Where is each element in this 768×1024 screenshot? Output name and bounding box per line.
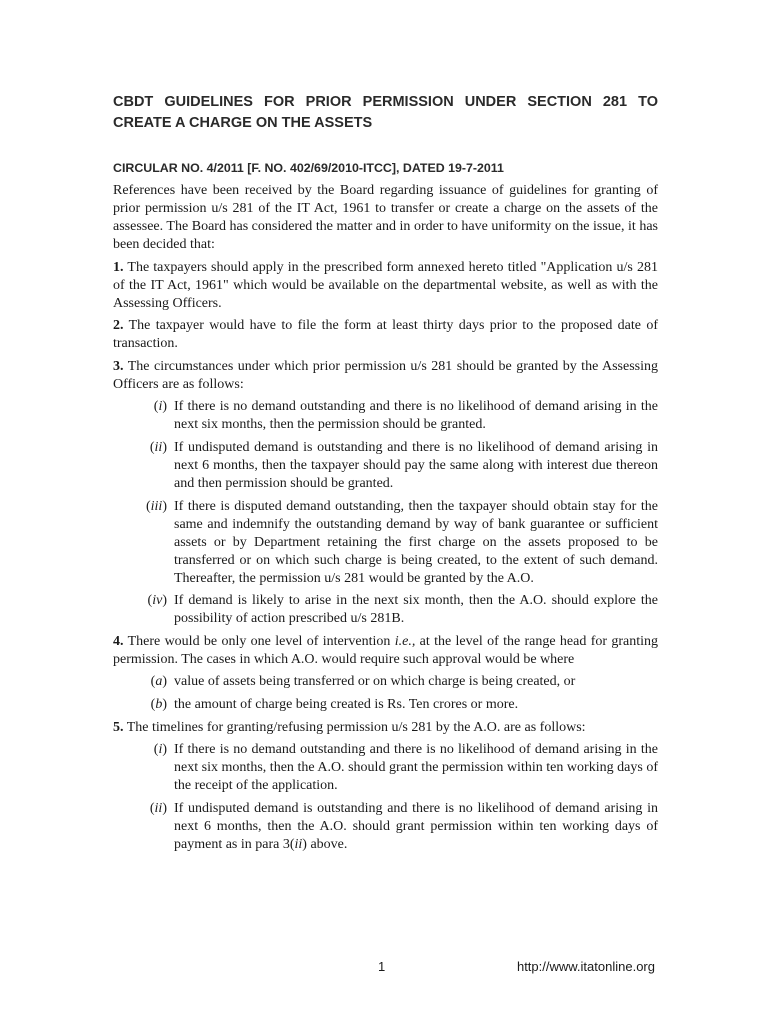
page-number: 1 [378, 959, 386, 974]
list-item [113, 439, 658, 493]
list-item-text: If there is no demand outstanding and there is no likelihood of demand arising in the next six months, then the A.O. should grant the permission within ten working days of the receipt of the application. [174, 742, 658, 794]
list-item [113, 673, 658, 691]
list-item [113, 592, 658, 628]
paragraph-text: The taxpayers should apply in the prescribed form annexed hereto titled "Application u/s 281 of the IT Act, 1961" which would be available on the departmental website, as well as with the Assessing Officers. [113, 259, 659, 311]
list-marker: (iii) [145, 498, 167, 514]
list-item [113, 498, 658, 588]
list-marker: (ii) [149, 439, 167, 455]
document-title: CBDT GUIDELINES FOR PRIOR PERMISSION UNDER SECTION 281 TO CREATE A CHARGE ON THE ASSETS [113, 94, 658, 131]
list-marker: (a) [150, 674, 167, 690]
list-item-text: If undisputed demand is outstanding and there is no likelihood of demand arising in next 6 months, then the taxpayer should pay the same along with interest due thereon and then permission should be granted. [174, 439, 658, 491]
paragraph-text: There would be only one level of intervention [127, 633, 395, 649]
paragraph-number: 4. [113, 633, 124, 649]
footer-url-link[interactable]: http://www.itatonline.org [516, 959, 655, 974]
paragraph-number: 1. [113, 259, 124, 275]
paragraph-text: The taxpayer would have to file the form at least thirty days prior to the proposed date of transaction. [113, 318, 658, 352]
list-item-text: If demand is likely to arise in the next six month, then the A.O. should explore the possibility of action prescribed u/s 281B. [174, 593, 658, 627]
circular-reference: CIRCULAR NO. 4/2011 [F. NO. 402/69/2010-ITCC], DATED 19-7-2011 [113, 161, 504, 175]
document-body [113, 182, 658, 858]
list-item-text: value of assets being transferred or on which charge is being created, or [174, 674, 576, 690]
paragraph-text: at the level of the range head for granting permission. The cases in which A.O. would require such approval would be where [113, 633, 659, 667]
paragraph-5 [113, 719, 658, 737]
list-marker: (iv) [147, 593, 167, 609]
intro-paragraph: References have been received by the Board regarding issuance of guidelines for granting of prior permission u/s 281 of the IT Act, 1961 to transfer or create a charge on the assets of the assessee. The Board has considered the matter and in order to have uniformity on the issue, it has been decided that: [113, 183, 658, 252]
list-item-text: If there is disputed demand outstanding, then the taxpayer should obtain stay for the same and indemnify the outstanding demand by way of bank guarantee or sufficient assets or by Department retaining the first charge on the assets proposed to be transferred or on which such charge is being created, to the extent of such demand. Thereafter, the permission u/s 281 would be granted by the A.O. [174, 498, 658, 586]
list-marker: (i) [153, 399, 167, 415]
paragraph-1 [113, 259, 658, 313]
paragraph-text-italic: i.e., [394, 633, 416, 649]
list-item [113, 741, 658, 795]
paragraph-2 [113, 317, 658, 353]
list-marker: (ii) [149, 800, 167, 816]
list-item [113, 800, 658, 854]
paragraph-number: 5. [113, 719, 124, 735]
list-item-text: the amount of charge being created is Rs. Ten crores or more. [174, 696, 519, 712]
paragraph-text: The circumstances under which prior permission u/s 281 should be granted by the Assessing Officers are as follows: [113, 358, 659, 392]
list-marker: (b) [150, 696, 167, 712]
list-item-text: If undisputed demand is outstanding and there is no likelihood of demand arising in next 6 months, then the A.O. should grant permission within ten working days of payment as in para 3(ii) above. [174, 800, 658, 852]
paragraph-3 [113, 358, 658, 394]
list-marker: (i) [153, 742, 167, 758]
paragraph-number: 2. [113, 318, 124, 334]
paragraph-number: 3. [113, 358, 124, 374]
list-item [113, 696, 658, 714]
list-item [113, 398, 658, 434]
paragraph-text: The timelines for granting/refusing permission u/s 281 by the A.O. are as follows: [126, 719, 586, 735]
list-item-text: If there is no demand outstanding and there is no likelihood of demand arising in the next six months, then the permission should be granted. [174, 399, 658, 433]
paragraph-4 [113, 633, 658, 669]
